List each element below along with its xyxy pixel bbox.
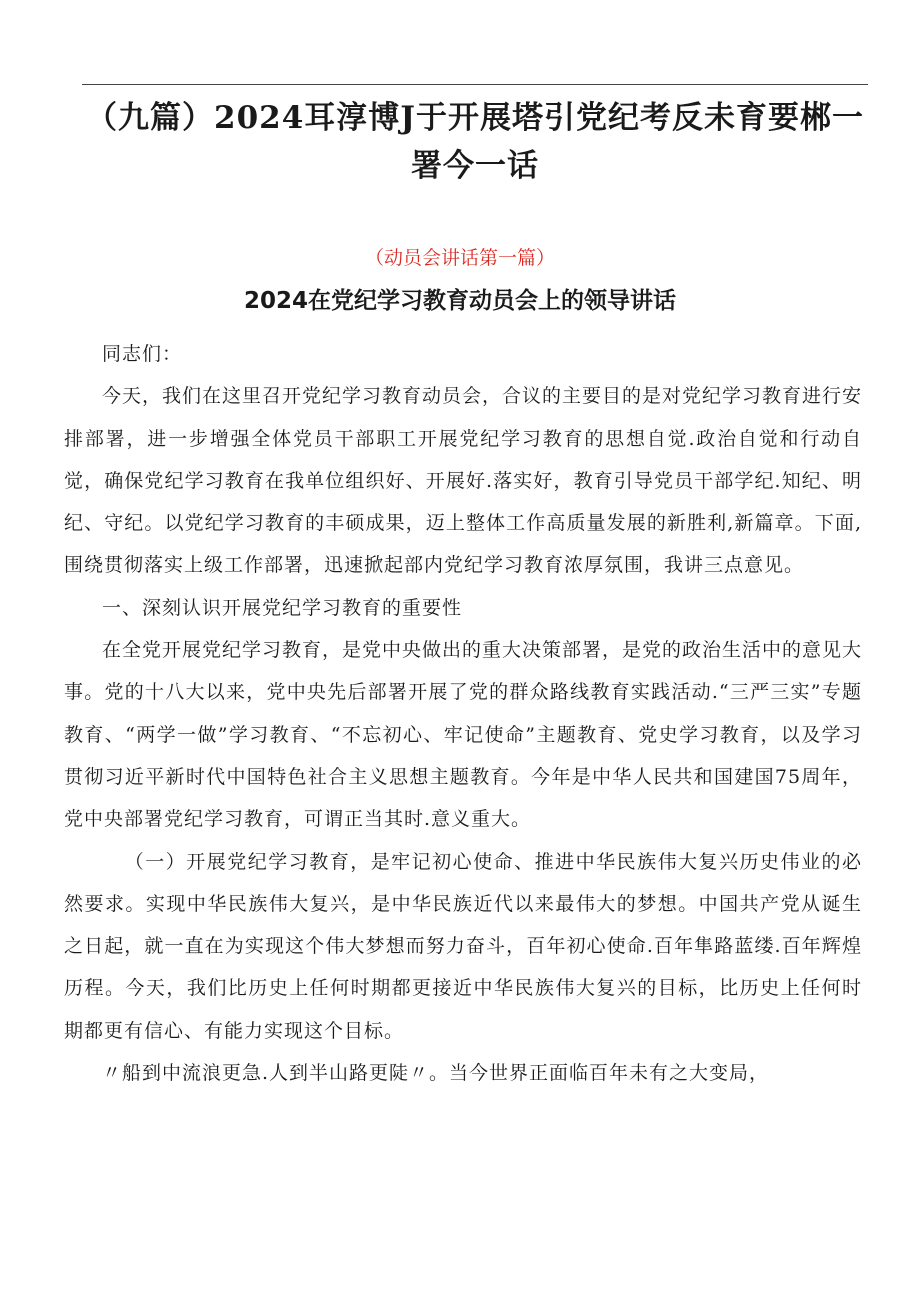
header-rule — [82, 84, 868, 85]
speech-body — [64, 333, 862, 1094]
salutation: 同志们： — [102, 343, 183, 365]
paragraph-intro: 今天，我们在这里召开党纪学习教育动员会，合议的主要目的是对党纪学习教育进行安排部署，进一步增强全体党员干部职工开展党纪学习教育的思想自觉.政治自觉和行动自觉，确保党纪学习教育在我单位组织好、开展好.落实好，教育引导党员干部学纪.知纪、明纪、守纪。以党纪学习教育的丰硕成果，迈上整体工作高质量发展的新胜利,新篇章。下面,围绕贯彻落实上级工作部署，迅速掀起部内党纪学习教育浓厚氛围，我讲三点意见。 — [64, 385, 863, 577]
paragraph-quote: 〃船到中流浪更急.人到半山路更陡〃。当今世界正面临百年未有之大变局， — [102, 1062, 770, 1085]
paragraph-point-one: （一）开展党纪学习教育，是牢记初心使命、推进中华民族伟大复兴历史伟业的必然要求。实现中华民族伟大复兴，是中华民族近代以来最伟大的梦想。中国共产党从诞生之日起，就一直在为实现这个伟大梦想而努力奋斗，百年初心使命.百年隼路蓝缕.百年辉煌历程。今天，我们比历史上任何时期都更接近中华民族伟大复兴的目标，比历史上任何时期都更有信心、有能力实现这个目标。 — [64, 850, 862, 1042]
section-heading: 一、深刻认识开展党纪学习教育的重要性 — [102, 596, 463, 619]
paragraph-significance: 在全党开展党纪学习教育，是党中央做出的重大决策部署，是党的政治生活中的意见大事。党的十八大以来，党中央先后部署开展了党的群众路线教育实践活动.“三严三实”专题教育、“两学一做”学习教育、“不忘初心、牢记使命”主题教育、党史学习教育，以及学习贯彻习近平新时代中国特色社合主义思想主题教育。今年是中华人民共和国建国75周年，党中央部署党纪学习教育，可谓正当其时.意义重大。 — [64, 639, 863, 831]
document-title: （九篇）2024耳淳博J于开展塔引党纪考反未育要郴一署今一话 — [86, 100, 864, 184]
speech-subtitle: （动员会讲话第一篇） — [364, 247, 555, 269]
speech-title: 2024在党纪学习教育动员会上的领导讲话 — [243, 288, 676, 314]
